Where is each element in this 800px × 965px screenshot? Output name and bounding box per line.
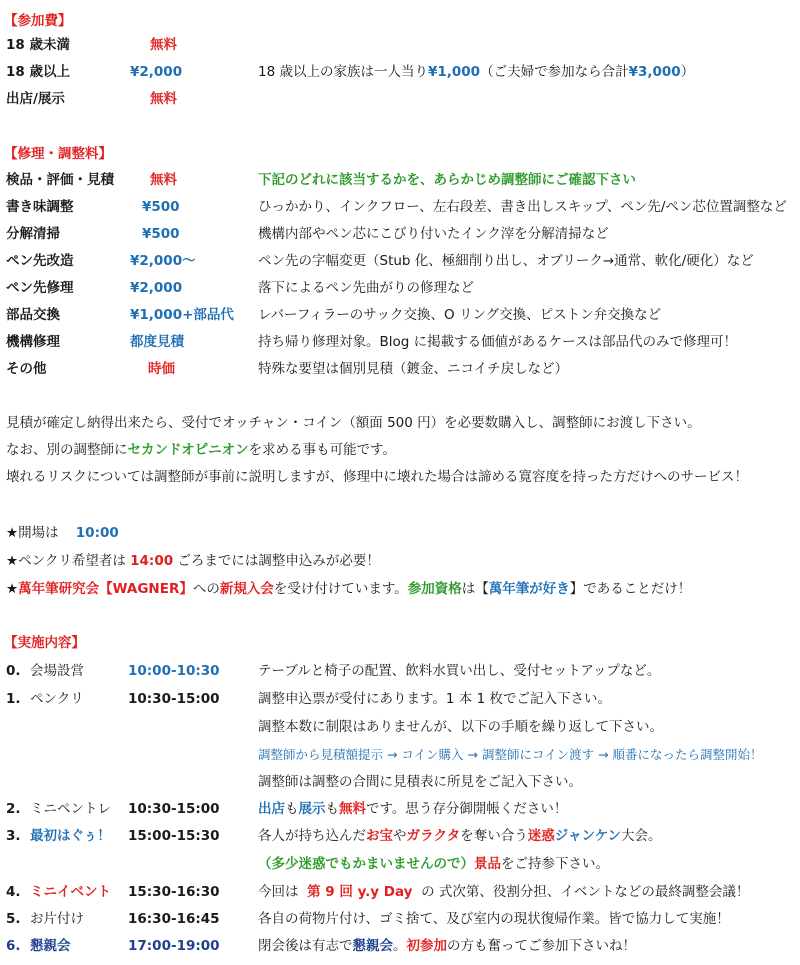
fee-price: 無料 [150, 37, 177, 53]
fee-label: 18 歳以上 [6, 64, 70, 80]
schedule-num: 5. [6, 911, 21, 927]
repair-price: ¥500 [142, 226, 180, 242]
fee-price: ¥2,000 [130, 64, 183, 80]
repair-label: 部品交換 [6, 307, 60, 323]
repair-desc: 下記のどれに該当するかを、あらかじめ調整師にご確認下さい [258, 172, 636, 188]
fee-family-note: 18 歳以上の家族は一人当り¥1,000（ご夫婦で参加なら合計¥3,000） [258, 64, 695, 80]
schedule-desc: 調整申込票が受付にあります。1 本 1 枚でご記入下さい。 [258, 691, 611, 707]
schedule-name: 会場設営 [30, 663, 84, 679]
schedule-time: 10:30-15:00 [128, 801, 220, 817]
repair-label: 書き味調整 [6, 199, 74, 215]
note-second-opinion: なお、別の調整師にセカンドオピニオンを求める事も可能です。 [6, 442, 397, 458]
schedule-desc: 各自の荷物片付け、ゴミ捨て、及び室内の現状復帰作業。皆で協力して実施！ [258, 911, 730, 927]
schedule-num: 2. [6, 801, 21, 817]
fee-price: 無料 [150, 91, 177, 107]
schedule-desc: 各人が持ち込んだお宝やガラクタを奪い合う迷惑ジャンケン大会。 [258, 828, 662, 844]
schedule-num: 1. [6, 691, 21, 707]
repair-label: ペン先改造 [6, 253, 74, 269]
schedule-time: 10:00-10:30 [128, 663, 220, 679]
schedule-name: ペンクリ [30, 691, 84, 707]
schedule-num: 6. [6, 938, 21, 954]
pencli-note: 調整本数に制限はありませんが、以下の手順を繰り返して下さい。 [258, 719, 663, 735]
repair-desc: 機構内部やペン芯にこびり付いたインク滓を分解清掃など [258, 226, 609, 242]
repair-price: 都度見積 [130, 334, 184, 350]
repair-label: ペン先修理 [6, 280, 74, 296]
repair-desc: ペン先の字幅変更（Stub 化、極細削り出し、オブリーク→通常、軟化/硬化）など [258, 253, 754, 269]
repair-label: その他 [6, 361, 47, 377]
fees-title: 【参加費】 [4, 13, 72, 29]
schedule-time: 15:30-16:30 [128, 884, 220, 900]
schedule-name: お片付け [30, 911, 84, 927]
info-open: ★開場は 10:00 [6, 525, 119, 541]
repair-price: ¥1,000+部品代 [130, 307, 234, 323]
pencli-procedure: 調整師から見積額提示 → コイン購入 → 調整師にコイン渡す → 順番になったら調整開始！ [258, 747, 763, 762]
pencli-note: 調整師は調整の合間に見積表に所見をご記入下さい。 [258, 774, 582, 790]
schedule-num: 0. [6, 663, 21, 679]
repair-desc: ひっかかり、インクフロー、左右段差、書き出しスキップ、ペン先/ペン芯位置調整など [258, 199, 787, 215]
repair-price: ¥2,000 [130, 280, 183, 296]
repair-desc: 落下によるペン先曲がりの修理など [258, 280, 474, 296]
info-club: ★萬年筆研究会【WAGNER】への新規入会を受け付けています。参加資格は【萬年筆が好き】であることだけ！ [6, 581, 692, 597]
schedule-title: 【実施内容】 [4, 635, 85, 651]
repair-price: ¥2,000～ [130, 253, 196, 269]
fee-label: 出店/展示 [6, 91, 65, 107]
repair-desc: 特殊な要望は個別見積（鍍金、ニコイチ戻しなど） [258, 361, 569, 377]
schedule-desc: 今回は 第 9 回 y.y Day の 式次第、役割分担、イベントなどの最終調整会議！ [258, 884, 750, 900]
repair-label: 機構修理 [6, 334, 60, 350]
note-estimate: 見積が確定し納得出来たら、受付でオッチャン・コイン（額面 500 円）を必要数購入し、調整師にお渡し下さい。 [6, 415, 701, 431]
schedule-name: ミニペントレ [30, 801, 111, 817]
info-pencli-deadline: ★ペンクリ希望者は 14:00 ごろまでには調整申込みが必要！ [6, 553, 380, 569]
schedule-desc: 閉会後は有志で懇親会。初参加の方も奮ってご参加下さいね！ [258, 938, 636, 954]
schedule-name: 最初はぐぅ！ [30, 828, 111, 844]
game-prize-note: （多少迷惑でもかまいませんので）景品をご持参下さい。 [258, 856, 609, 872]
note-risk: 壊れるリスクについては調整師が事前に説明しますが、修理中に壊れた場合は諦める寛容度を持った方だけへのサービス！ [6, 469, 748, 485]
schedule-name: ミニイベント [30, 884, 111, 900]
repair-label: 分解清掃 [6, 226, 60, 242]
schedule-name: 懇親会 [30, 938, 71, 954]
schedule-num: 3. [6, 828, 21, 844]
fee-label: 18 歳未満 [6, 37, 70, 53]
schedule-time: 17:00-19:00 [128, 938, 220, 954]
repair-price: 時価 [148, 361, 175, 377]
schedule-time: 10:30-15:00 [128, 691, 220, 707]
repair-title: 【修理・調整料】 [4, 146, 112, 162]
schedule-time: 15:00-15:30 [128, 828, 220, 844]
schedule-time: 16:30-16:45 [128, 911, 220, 927]
repair-price: ¥500 [142, 199, 180, 215]
repair-label: 検品・評価・見積 [6, 172, 114, 188]
schedule-desc: テーブルと椅子の配置、飲料水買い出し、受付セットアップなど。 [258, 663, 661, 679]
repair-desc: 持ち帰り修理対象。Blog に掲載する価値があるケースは部品代のみで修理可！ [258, 334, 737, 350]
schedule-num: 4. [6, 884, 21, 900]
repair-desc: レバーフィラーのサック交換、O リング交換、ピストン弁交換など [258, 307, 662, 323]
repair-price: 無料 [150, 172, 177, 188]
schedule-desc: 出店も展示も無料です。思う存分御開帳ください！ [258, 801, 568, 817]
